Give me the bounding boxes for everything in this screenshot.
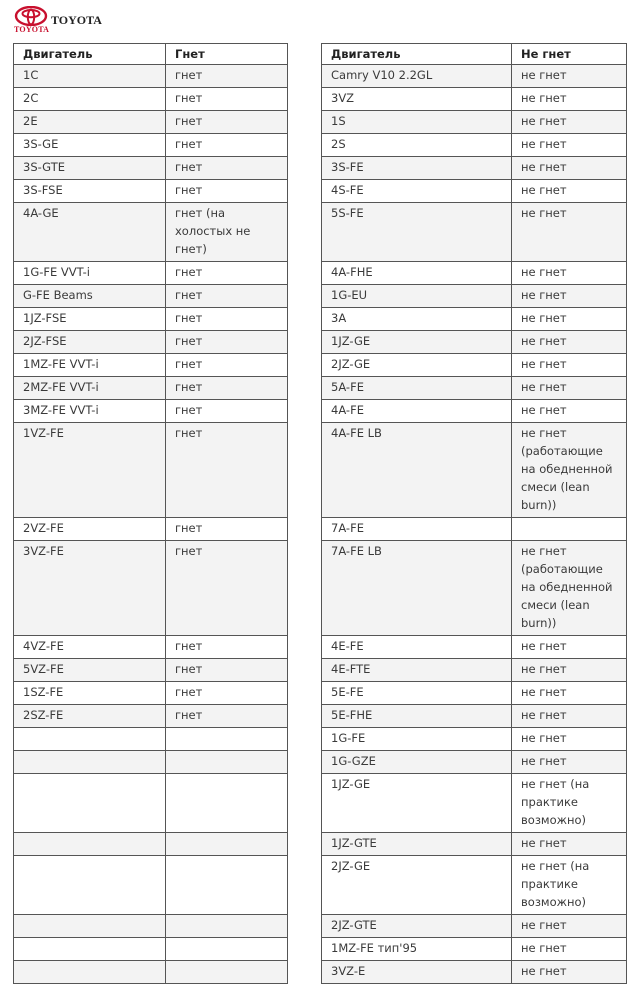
table-row [14,705,288,728]
table-row [14,541,288,636]
engine-cell: 1S [322,111,512,134]
engine-cell: 1VZ-FE [14,423,166,518]
engine-cell: 5E-FE [322,682,512,705]
table-row [322,774,627,833]
table-header-row [322,44,627,65]
engine-cell: 7A-FE LB [322,541,512,636]
status-cell: гнет [166,88,288,111]
table-row [322,423,627,518]
status-cell: гнет [166,308,288,331]
status-cell: гнет [166,400,288,423]
status-cell: гнет [166,331,288,354]
status-cell: гнет [166,423,288,518]
engine-cell: 5VZ-FE [14,659,166,682]
table-row [322,65,627,88]
table-row [322,400,627,423]
table-row [322,262,627,285]
table-row [322,88,627,111]
engine-cell: 1JZ-GTE [322,833,512,856]
status-cell: не гнет [512,111,627,134]
engine-cell: 4A-GE [14,203,166,262]
engine-cell: 5A-FE [322,377,512,400]
status-cell: не гнет [512,262,627,285]
engine-cell: 3S-GE [14,134,166,157]
column-header-status: Не гнет [512,44,627,65]
table-row [14,938,288,961]
engine-cell: 5S-FE [322,203,512,262]
status-cell: гнет [166,354,288,377]
status-cell: не гнет [512,354,627,377]
table-row [322,705,627,728]
engine-cell: 3MZ-FE VVT-i [14,400,166,423]
status-cell: не гнет (работающие на обедненной смеси (lean burn)) [512,423,627,518]
table-row [14,774,288,833]
status-cell: не гнет [512,203,627,262]
engine-cell [14,728,166,751]
status-cell [512,518,627,541]
table-row [14,134,288,157]
engine-cell [14,938,166,961]
status-cell: гнет [166,682,288,705]
engine-cell: 1SZ-FE [14,682,166,705]
logo-text: TOYOTA [14,25,50,34]
engine-cell [14,751,166,774]
status-cell: не гнет [512,938,627,961]
table-row [322,833,627,856]
status-cell: гнет [166,518,288,541]
status-cell: гнет [166,636,288,659]
table-row [322,157,627,180]
table-row [322,331,627,354]
status-cell: гнет [166,285,288,308]
engine-cell: 1MZ-FE тип'95 [322,938,512,961]
table-row [14,636,288,659]
table-row [14,157,288,180]
table-header-row [14,44,288,65]
engine-cell: 3S-FSE [14,180,166,203]
status-cell [166,856,288,915]
engine-cell: 2MZ-FE VVT-i [14,377,166,400]
engine-cell: 4E-FE [322,636,512,659]
engine-cell: 1JZ-GE [322,331,512,354]
table-row [14,262,288,285]
column-header-status: Гнет [166,44,288,65]
engine-cell: 1G-EU [322,285,512,308]
status-cell: не гнет [512,705,627,728]
status-cell: гнет [166,111,288,134]
table-row [14,728,288,751]
status-cell [166,751,288,774]
engine-cell: 1G-GZE [322,751,512,774]
engine-cell [14,774,166,833]
table-row [14,180,288,203]
table-row [322,518,627,541]
engine-cell [14,833,166,856]
table-row [14,682,288,705]
table-row [322,285,627,308]
engine-cell: 4E-FTE [322,659,512,682]
engine-cell: 2JZ-GE [322,354,512,377]
status-cell: гнет [166,705,288,728]
table-row [322,636,627,659]
status-cell: не гнет [512,180,627,203]
table-row [322,180,627,203]
status-cell [166,961,288,984]
table-row [14,88,288,111]
status-cell: гнет [166,134,288,157]
status-cell: не гнет [512,88,627,111]
engine-cell: 4A-FHE [322,262,512,285]
status-cell: не гнет [512,728,627,751]
status-cell: не гнет [512,636,627,659]
engine-cell: 5E-FHE [322,705,512,728]
table-row [14,377,288,400]
engine-cell: 1G-FE VVT-i [14,262,166,285]
table-row [322,961,627,984]
status-cell: не гнет (работающие на обедненной смеси (lean burn)) [512,541,627,636]
engine-cell: 1MZ-FE VVT-i [14,354,166,377]
table-row [14,65,288,88]
table-row [14,833,288,856]
engine-cell: G-FE Beams [14,285,166,308]
table-row [14,331,288,354]
table-row [14,518,288,541]
status-cell: не гнет (на практике возможно) [512,856,627,915]
table-row [14,961,288,984]
status-cell: не гнет [512,833,627,856]
table-row [322,541,627,636]
status-cell: не гнет [512,134,627,157]
table-row [322,728,627,751]
status-cell: не гнет [512,682,627,705]
table-row [14,111,288,134]
status-cell: гнет [166,262,288,285]
non-bending-engines-table [321,43,627,984]
status-cell [166,938,288,961]
engine-cell: 2VZ-FE [14,518,166,541]
status-cell: не гнет [512,285,627,308]
table-row [14,659,288,682]
table-row [14,354,288,377]
engine-cell: 3S-GTE [14,157,166,180]
engine-cell: 3VZ-FE [14,541,166,636]
table-row [322,659,627,682]
status-cell: гнет [166,541,288,636]
status-cell [166,833,288,856]
status-cell: гнет [166,157,288,180]
table-row [14,285,288,308]
status-cell: не гнет [512,65,627,88]
engine-cell [14,915,166,938]
status-cell: не гнет (на практике возможно) [512,774,627,833]
table-row [322,134,627,157]
status-cell: гнет [166,659,288,682]
table-row [322,856,627,915]
table-row [14,915,288,938]
table-row [322,203,627,262]
status-cell [166,774,288,833]
table-row [14,423,288,518]
engine-cell: 2C [14,88,166,111]
engine-cell [14,961,166,984]
engine-cell: 1C [14,65,166,88]
engine-cell: 1JZ-GE [322,774,512,833]
status-cell: не гнет [512,659,627,682]
toyota-logo-icon [14,6,50,34]
status-cell [166,915,288,938]
status-cell: гнет [166,65,288,88]
engine-cell: 4VZ-FE [14,636,166,659]
engine-cell: 1JZ-FSE [14,308,166,331]
engine-cell: 2E [14,111,166,134]
table-row [14,308,288,331]
status-cell: не гнет [512,400,627,423]
engine-cell: 3VZ-E [322,961,512,984]
status-cell: не гнет [512,157,627,180]
engine-cell: 1G-FE [322,728,512,751]
engine-cell: 4A-FE LB [322,423,512,518]
status-cell: не гнет [512,915,627,938]
engine-cell: 2JZ-FSE [14,331,166,354]
status-cell: не гнет [512,377,627,400]
engine-cell: 2SZ-FE [14,705,166,728]
engine-cell: 2JZ-GE [322,856,512,915]
table-row [14,751,288,774]
bending-engines-table [13,43,288,984]
table-row [322,915,627,938]
column-header-engine: Двигатель [322,44,512,65]
engine-cell: 3VZ [322,88,512,111]
table-row [14,203,288,262]
engine-cell: Camry V10 2.2GL [322,65,512,88]
table-row [322,938,627,961]
engine-cell: 2JZ-GTE [322,915,512,938]
table-row [14,400,288,423]
status-cell: не гнет [512,751,627,774]
table-row [322,751,627,774]
table-row [322,354,627,377]
table-row [322,682,627,705]
status-cell [166,728,288,751]
column-header-engine: Двигатель [14,44,166,65]
status-cell: гнет [166,377,288,400]
engine-cell: 4A-FE [322,400,512,423]
engine-cell: 3A [322,308,512,331]
table-row [322,111,627,134]
status-cell: не гнет [512,308,627,331]
brand-name: TOYOTA [51,13,102,27]
engine-cell: 2S [322,134,512,157]
engine-cell: 3S-FE [322,157,512,180]
status-cell: гнет (на холостых не гнет) [166,203,288,262]
status-cell: не гнет [512,331,627,354]
engine-cell: 4S-FE [322,180,512,203]
status-cell: гнет [166,180,288,203]
engine-cell [14,856,166,915]
engine-cell: 7A-FE [322,518,512,541]
status-cell: не гнет [512,961,627,984]
table-row [322,308,627,331]
table-row [14,856,288,915]
table-row [322,377,627,400]
